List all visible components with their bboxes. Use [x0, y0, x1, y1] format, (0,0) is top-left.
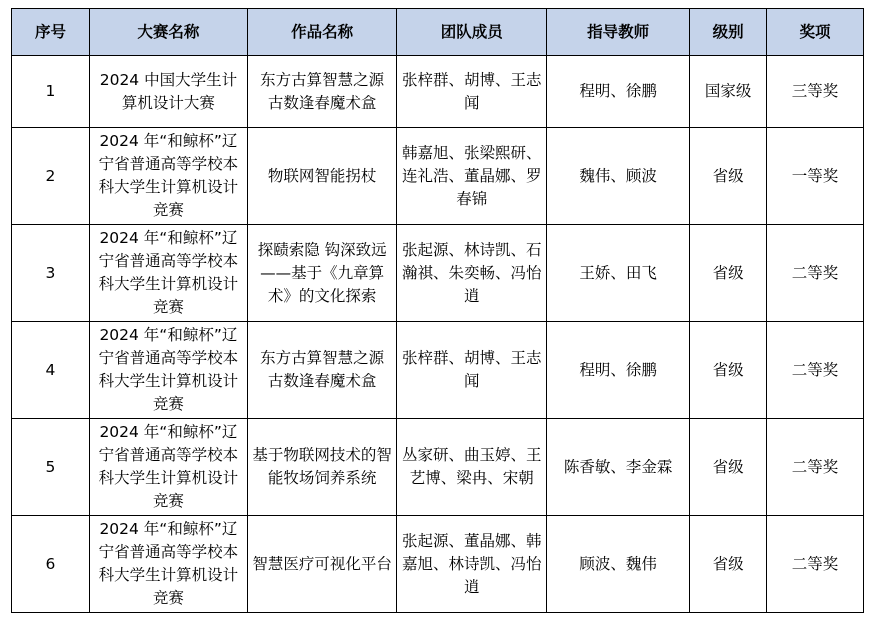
cell-award: 一等奖 [767, 128, 864, 225]
cell-team: 张梓群、胡博、王志闻 [397, 322, 547, 419]
header-contest: 大赛名称 [89, 9, 247, 56]
cell-work: 东方古算智慧之源 古数逢春魔术盒 [247, 56, 397, 128]
cell-team: 张起源、董晶娜、韩嘉旭、林诗凯、冯怡逍 [397, 516, 547, 613]
cell-level: 国家级 [690, 56, 767, 128]
cell-no: 4 [12, 322, 90, 419]
cell-level: 省级 [690, 322, 767, 419]
cell-no: 6 [12, 516, 90, 613]
cell-contest: 2024 年“和鲸杯”辽宁省普通高等学校本科大学生计算机设计竞赛 [89, 322, 247, 419]
cell-level: 省级 [690, 225, 767, 322]
table-row [12, 516, 864, 613]
cell-advisor: 程明、徐鹏 [546, 322, 689, 419]
cell-advisor: 王娇、田飞 [546, 225, 689, 322]
cell-advisor: 程明、徐鹏 [546, 56, 689, 128]
header-advisor: 指导教师 [546, 9, 689, 56]
cell-team: 丛家研、曲玉婷、王艺博、梁冉、宋朝 [397, 419, 547, 516]
cell-team: 韩嘉旭、张梁熙研、连礼浩、董晶娜、罗春锦 [397, 128, 547, 225]
table-row [12, 56, 864, 128]
cell-contest: 2024 年“和鲸杯”辽宁省普通高等学校本科大学生计算机设计竞赛 [89, 516, 247, 613]
cell-work: 智慧医疗可视化平台 [247, 516, 397, 613]
cell-award: 二等奖 [767, 322, 864, 419]
cell-contest: 2024 年“和鲸杯”辽宁省普通高等学校本科大学生计算机设计竞赛 [89, 128, 247, 225]
cell-award: 二等奖 [767, 516, 864, 613]
cell-team: 张梓群、胡博、王志闻 [397, 56, 547, 128]
cell-award: 三等奖 [767, 56, 864, 128]
header-level: 级别 [690, 9, 767, 56]
cell-level: 省级 [690, 128, 767, 225]
cell-award: 二等奖 [767, 225, 864, 322]
cell-work: 探赜索隐 钩深致远——基于《九章算术》的文化探索 [247, 225, 397, 322]
cell-contest: 2024 年“和鲸杯”辽宁省普通高等学校本科大学生计算机设计竞赛 [89, 225, 247, 322]
cell-advisor: 魏伟、顾波 [546, 128, 689, 225]
header-work: 作品名称 [247, 9, 397, 56]
cell-award: 二等奖 [767, 419, 864, 516]
table-row [12, 419, 864, 516]
cell-contest: 2024 年“和鲸杯”辽宁省普通高等学校本科大学生计算机设计竞赛 [89, 419, 247, 516]
awards-table [11, 8, 864, 613]
cell-no: 5 [12, 419, 90, 516]
cell-work: 基于物联网技术的智能牧场饲养系统 [247, 419, 397, 516]
cell-no: 1 [12, 56, 90, 128]
cell-contest: 2024 中国大学生计算机设计大赛 [89, 56, 247, 128]
cell-advisor: 陈香敏、李金霖 [546, 419, 689, 516]
cell-no: 3 [12, 225, 90, 322]
table-row [12, 128, 864, 225]
header-award: 奖项 [767, 9, 864, 56]
cell-no: 2 [12, 128, 90, 225]
cell-level: 省级 [690, 419, 767, 516]
cell-team: 张起源、林诗凯、石瀚祺、朱奕畅、冯怡逍 [397, 225, 547, 322]
table-row [12, 322, 864, 419]
header-no: 序号 [12, 9, 90, 56]
table-row [12, 225, 864, 322]
cell-work: 物联网智能拐杖 [247, 128, 397, 225]
cell-work: 东方古算智慧之源 古数逢春魔术盒 [247, 322, 397, 419]
cell-advisor: 顾波、魏伟 [546, 516, 689, 613]
cell-level: 省级 [690, 516, 767, 613]
header-team: 团队成员 [397, 9, 547, 56]
table-header-row [12, 9, 864, 56]
